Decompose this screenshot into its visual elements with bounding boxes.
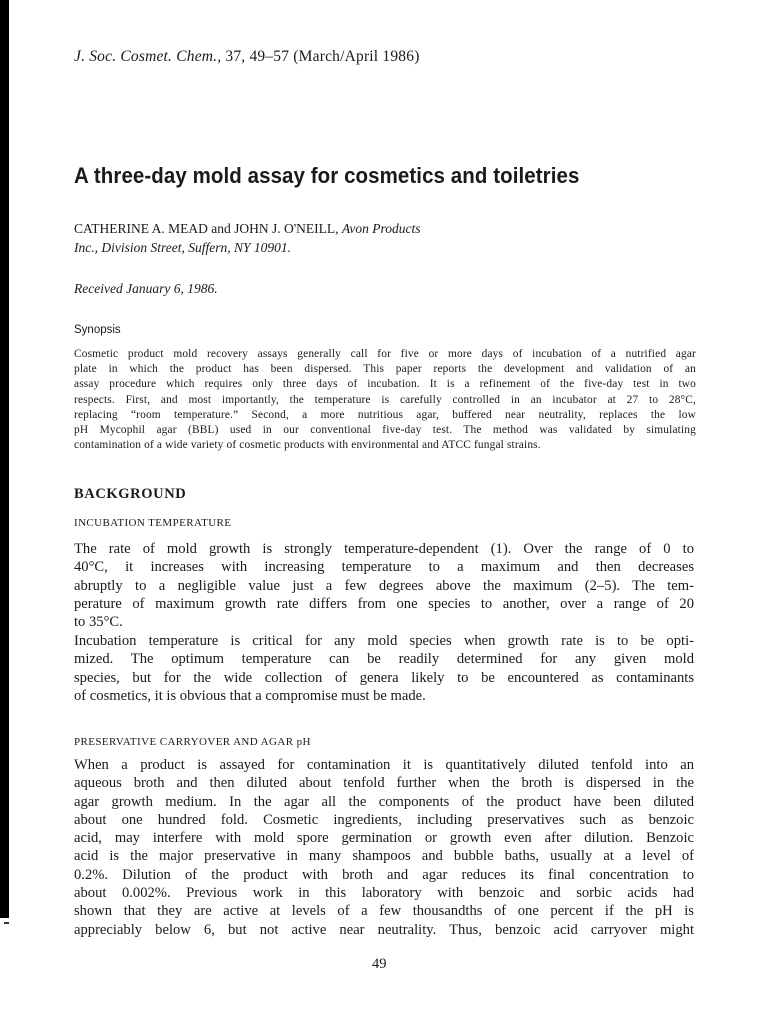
paragraph-line: Incubation temperature is critical for any mold species when growth rate is to be opti- (74, 633, 694, 649)
scan-margin-mark (4, 922, 9, 924)
paragraph-line: of cosmetics, it is obvious that a compromise must be made. (74, 687, 426, 704)
paragraph-line: acid is the major preservative in many shampoos and bubble baths, usually at a level of (74, 848, 694, 865)
paragraph-line: to 35°C. (74, 614, 123, 631)
synopsis-line: assay procedure which requires only three days of incubation. It is a refinement of the five-day test in two (74, 378, 696, 391)
paragraph-line: perature of maximum growth rate differs from one species to another, over a range of 20 (74, 595, 694, 612)
author-affiliation-2: Inc., Division Street, Suffern, NY 10901. (74, 240, 291, 255)
paragraph-line: aqueous broth and then diluted about tenfold further when the broth is dispersed in the (74, 775, 694, 792)
page-number: 49 (372, 956, 387, 972)
paragraph-mold-growth-rate (74, 540, 694, 631)
paragraph-line: abruptly to a negligible value just a few degrees above the maximum (2–5). The tem- (74, 577, 694, 594)
paragraph-line: shown that they are active at levels of a few thousandths of one percent if the pH is (74, 903, 694, 920)
scan-binding-edge (0, 0, 9, 918)
paragraph-line: appreciably below 6, but not active near neutrality. Thus, benzoic acid carryover might (74, 921, 694, 938)
author-block (74, 219, 421, 257)
author-names: CATHERINE A. MEAD and JOHN J. O'NEILL, (74, 221, 342, 236)
synopsis-line: pH Mycophil agar (BBL) used in our conventional five-day test. The method was validated by simulating (74, 424, 696, 437)
paragraph-line: about one hundred fold. Cosmetic ingredients, including preservatives such as benzoic (74, 811, 694, 828)
paragraph-line: agar growth medium. In the agar all the components of the product have been diluted (74, 793, 694, 810)
paragraph-incubation-critical (74, 632, 694, 705)
author-affiliation-1: Avon Products (341, 221, 421, 236)
paragraph-line: acid, may interfere with mold spore germination or growth even after dilution. Benzoic (74, 830, 694, 847)
received-date: Received January 6, 1986. (74, 281, 218, 296)
paragraph-line: mized. The optimum temperature can be readily determined for any given mold (74, 651, 694, 668)
journal-citation (74, 48, 420, 66)
synopsis-heading: Synopsis (74, 324, 121, 336)
synopsis-line: contamination of a wide variety of cosmetic products with environmental and ATCC fungal strains. (74, 439, 541, 452)
paragraph-line: 40°C, it increases with increasing temperature to a maximum and then decreases (74, 559, 694, 576)
paper-title: A three-day mold assay for cosmetics and toiletries (74, 163, 580, 188)
paragraph-line: about 0.002%. Previous work in this laboratory with benzoic and sorbic acids had (74, 885, 694, 902)
paragraph-line: When a product is assayed for contamination it is quantitatively diluted tenfold into an (74, 757, 694, 773)
journal-name: J. Soc. Cosmet. Chem., (74, 48, 222, 65)
subheading-incubation-temperature: INCUBATION TEMPERATURE (74, 517, 232, 529)
paragraph-line: 0.2%. Dilution of the product with broth and agar reduces its final concentration to (74, 866, 694, 883)
section-heading-background: BACKGROUND (74, 486, 187, 502)
synopsis-text (74, 347, 696, 453)
author-line-1 (74, 219, 421, 238)
paragraph-line: species, but for the wide collection of genera likely to be encountered as contaminants (74, 669, 694, 686)
synopsis-line: replacing “room temperature.” Second, a more nutritious agar, buffered near neutrality, replaces the low (74, 408, 696, 421)
synopsis-line: Cosmetic product mold recovery assays generally call for five or more days of incubation of a nutrified agar (74, 348, 696, 360)
paragraph-line: The rate of mold growth is strongly temperature-dependent (1). Over the range of 0 to (74, 541, 694, 557)
paragraph-preservative-carryover (74, 756, 694, 939)
synopsis-line: plate in which the product has been dispersed. This paper reports the development and validation of an (74, 363, 696, 376)
subheading-preservative-carryover: PRESERVATIVE CARRYOVER AND AGAR pH (74, 736, 311, 748)
journal-volume-pages: 37, 49–57 (March/April 1986) (221, 48, 420, 65)
synopsis-line: respects. First, and most importantly, the temperature is carefully controlled in an incubator at 27 to 28°C, (74, 393, 696, 406)
